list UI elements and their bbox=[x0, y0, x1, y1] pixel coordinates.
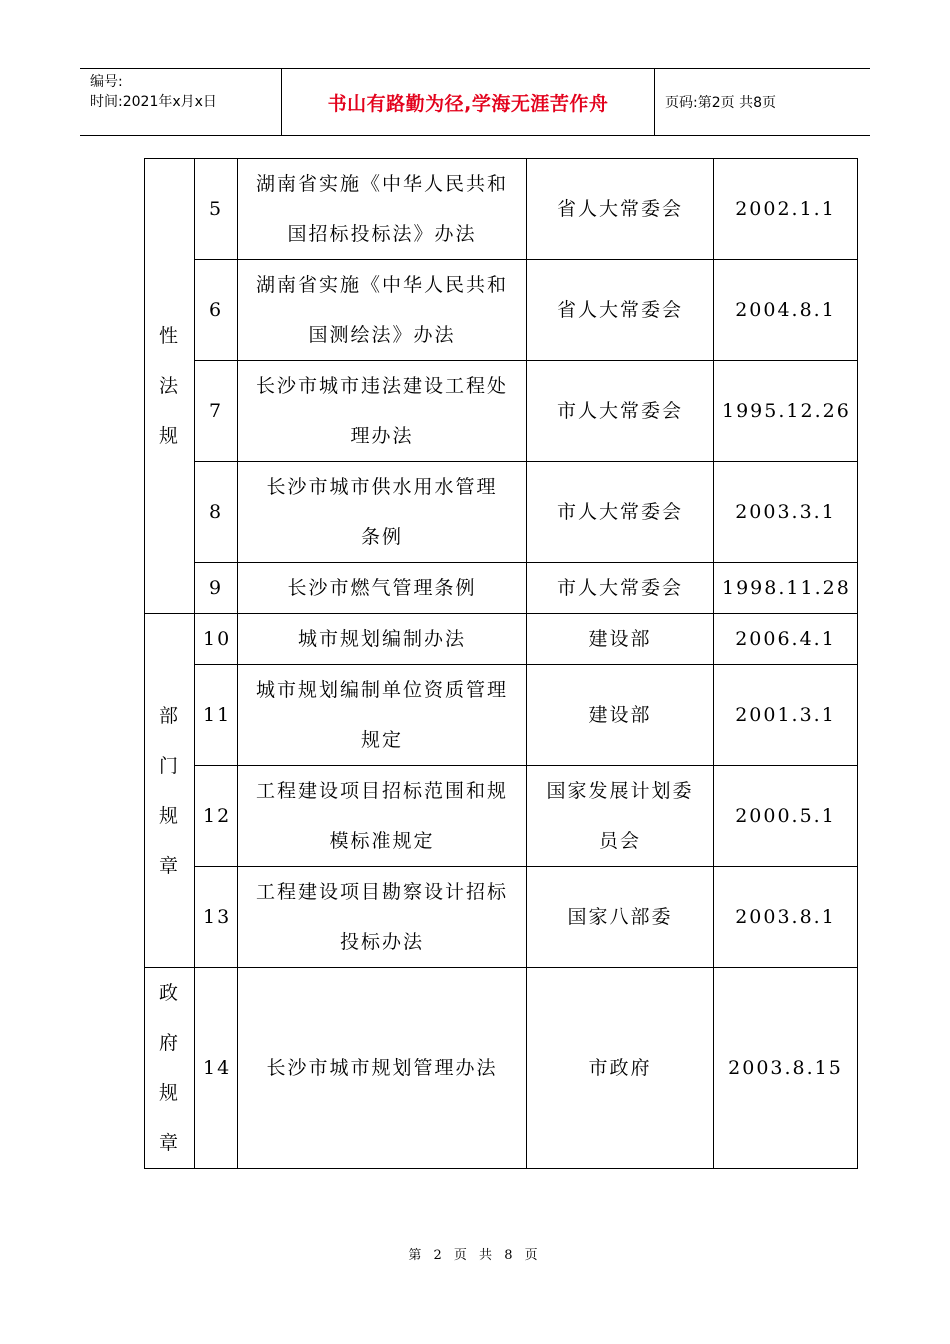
regulations-table bbox=[144, 158, 858, 1169]
row-number: 9 bbox=[195, 563, 238, 614]
effective-date: 2006.4.1 bbox=[714, 614, 858, 665]
header-motto: 书山有路勤为径,学海无涯苦作舟 bbox=[282, 69, 655, 135]
issuer: 国家发展计划委 员会 bbox=[527, 766, 714, 867]
page-footer: 第 2 页 共 8 页 bbox=[408, 1248, 542, 1263]
issuer: 建设部 bbox=[527, 614, 714, 665]
issuer: 省人大常委会 bbox=[527, 159, 714, 260]
effective-date: 1995.12.26 bbox=[714, 361, 858, 462]
regulation-name: 长沙市城市违法建设工程处 理办法 bbox=[238, 361, 527, 462]
category-char: 府 bbox=[158, 1032, 180, 1054]
table-row bbox=[145, 867, 858, 968]
regulation-name: 城市规划编制单位资质管理 规定 bbox=[238, 665, 527, 766]
regulation-name: 湖南省实施《中华人民共和 国招标投标法》办法 bbox=[238, 159, 527, 260]
effective-date: 2003.3.1 bbox=[714, 462, 858, 563]
effective-date: 2003.8.1 bbox=[714, 867, 858, 968]
table-row bbox=[145, 563, 858, 614]
issuer: 市人大常委会 bbox=[527, 563, 714, 614]
regulation-name: 湖南省实施《中华人民共和 国测绘法》办法 bbox=[238, 260, 527, 361]
header-page-label: 页码:第2页 共8页 bbox=[665, 95, 776, 111]
table-row bbox=[145, 614, 858, 665]
regulation-name: 城市规划编制办法 bbox=[238, 614, 527, 665]
table-row bbox=[145, 665, 858, 766]
table-row bbox=[145, 159, 858, 260]
row-number: 14 bbox=[195, 968, 238, 1169]
category-char: 章 bbox=[158, 1132, 180, 1154]
issuer: 市人大常委会 bbox=[527, 361, 714, 462]
row-number: 5 bbox=[195, 159, 238, 260]
row-number: 10 bbox=[195, 614, 238, 665]
issuer: 市政府 bbox=[527, 968, 714, 1169]
header-meta bbox=[80, 69, 282, 135]
effective-date: 2004.8.1 bbox=[714, 260, 858, 361]
category-char: 政 bbox=[158, 982, 180, 1004]
effective-date: 2003.8.15 bbox=[714, 968, 858, 1169]
category-cell-government-rules bbox=[145, 968, 195, 1169]
category-char: 部 bbox=[158, 704, 180, 727]
category-char: 性 bbox=[158, 325, 180, 347]
table-row bbox=[145, 766, 858, 867]
date-label: 时间:2021年x月x日 bbox=[90, 94, 217, 110]
row-number: 8 bbox=[195, 462, 238, 563]
regulation-name: 工程建设项目勘察设计招标 投标办法 bbox=[238, 867, 527, 968]
effective-date: 2001.3.1 bbox=[714, 665, 858, 766]
table-row bbox=[145, 462, 858, 563]
issuer: 市人大常委会 bbox=[527, 462, 714, 563]
effective-date: 2002.1.1 bbox=[714, 159, 858, 260]
row-number: 13 bbox=[195, 867, 238, 968]
category-char: 规 bbox=[158, 804, 180, 827]
table-row bbox=[145, 968, 858, 1169]
category-char: 规 bbox=[158, 1082, 180, 1104]
regulation-name: 长沙市城市供水用水管理 条例 bbox=[238, 462, 527, 563]
row-number: 6 bbox=[195, 260, 238, 361]
category-char: 门 bbox=[158, 754, 180, 777]
category-cell-department-rules bbox=[145, 614, 195, 968]
category-char: 规 bbox=[158, 425, 180, 447]
table-row bbox=[145, 361, 858, 462]
category-char: 章 bbox=[158, 854, 180, 877]
issuer: 建设部 bbox=[527, 665, 714, 766]
effective-date: 1998.11.28 bbox=[714, 563, 858, 614]
row-number: 12 bbox=[195, 766, 238, 867]
regulation-name: 长沙市燃气管理条例 bbox=[238, 563, 527, 614]
page-header bbox=[80, 68, 870, 136]
regulation-name: 长沙市城市规划管理办法 bbox=[238, 968, 527, 1169]
row-number: 11 bbox=[195, 665, 238, 766]
issuer: 国家八部委 bbox=[527, 867, 714, 968]
effective-date: 2000.5.1 bbox=[714, 766, 858, 867]
number-label: 编号: bbox=[90, 74, 123, 90]
row-number: 7 bbox=[195, 361, 238, 462]
regulation-name: 工程建设项目招标范围和规 模标准规定 bbox=[238, 766, 527, 867]
table-row bbox=[145, 260, 858, 361]
category-char: 法 bbox=[158, 375, 180, 397]
issuer: 省人大常委会 bbox=[527, 260, 714, 361]
category-cell-local-regulations bbox=[145, 159, 195, 614]
